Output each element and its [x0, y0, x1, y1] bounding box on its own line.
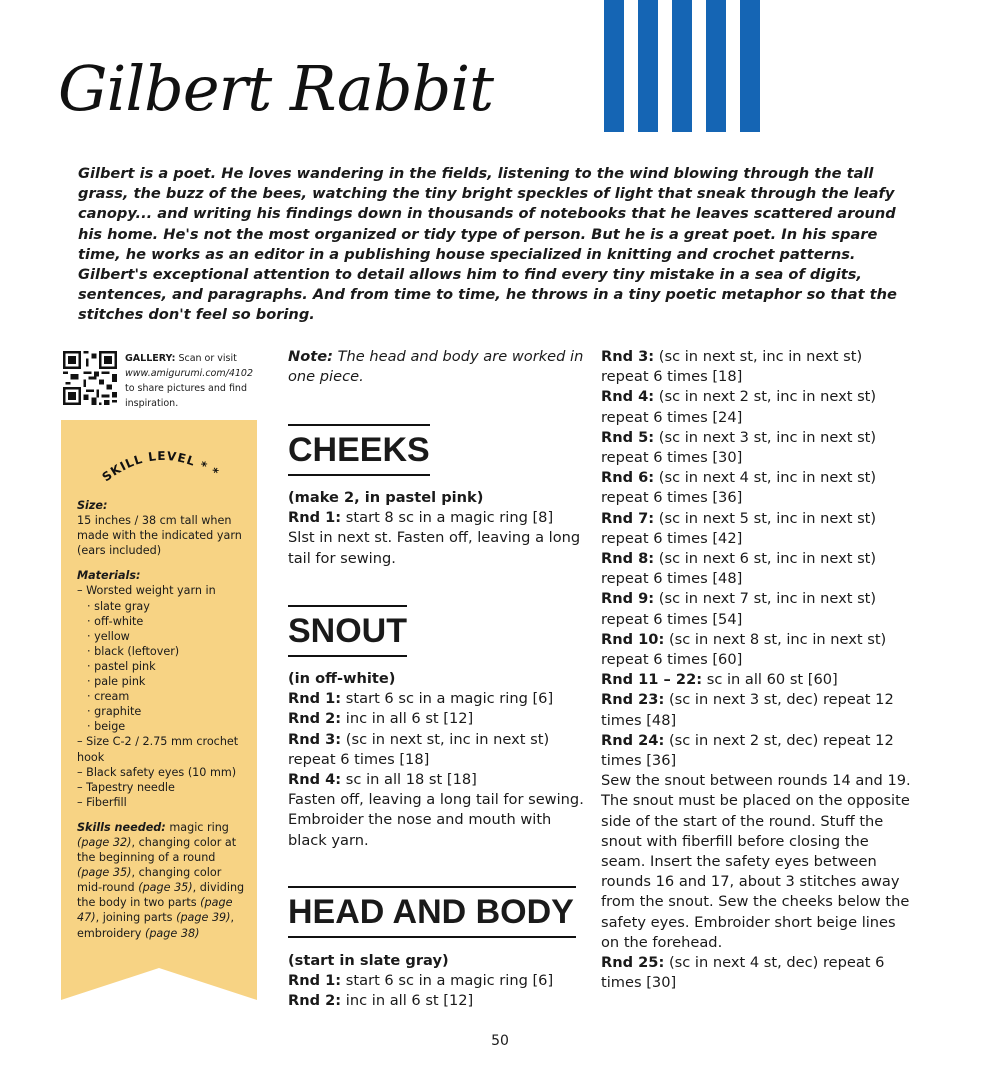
page-title: Gilbert Rabbit: [58, 52, 494, 125]
note-label: Note:: [288, 348, 333, 365]
gallery-link[interactable]: www.amigurumi.com/4102: [125, 368, 253, 379]
round-text: (sc in next 3 st, inc in next st) repeat 6 times [30]: [601, 428, 877, 467]
list-item: · yellow: [87, 629, 130, 643]
round-label: Rnd 4:: [288, 771, 342, 789]
round-text: (sc in next 4 st, inc in next st) repeat 6 times [36]: [601, 469, 877, 507]
round-label: Rnd 1:: [288, 509, 342, 527]
snout-subtitle: (in off-white): [288, 670, 396, 687]
list-item: · pale pink: [87, 675, 146, 689]
rounds-column: [601, 347, 911, 994]
round-text: start 6 sc in a magic ring [6]: [345, 690, 554, 708]
skill-page: (page 35): [138, 881, 193, 895]
round-label: Rnd 3:: [288, 730, 342, 748]
skill-item: changing color at the beginning of a round: [77, 835, 237, 865]
head-body-section-body: [288, 951, 588, 1012]
size-text: 15 inches / 38 cm tall when made with the indicated yarn (ears included): [77, 514, 242, 558]
size-header: Size:: [77, 499, 108, 512]
skills-block: Skills needed: magic ring (page 32), changing color at the beginning of a round (page 35), changing color mid-round (page 35), dividing the body in two parts (page 47), joining parts (page 39), embroidery (page 38): [77, 820, 245, 940]
list-item: · pastel pink: [87, 659, 156, 673]
round-text: (sc in next 5 st, inc in next st) repeat 6 times [42]: [601, 509, 877, 547]
stripe: [672, 0, 692, 132]
round-text: inc in all 6 st [12]: [345, 710, 474, 728]
round-label: Rnd 9:: [601, 590, 655, 608]
cheeks-section-header: [288, 424, 430, 476]
qr-code-icon[interactable]: [63, 351, 117, 405]
round-label: Rnd 2:: [288, 710, 342, 728]
round-label: Rnd 5:: [601, 428, 655, 446]
stripe: [638, 0, 658, 132]
materials-yarn: – Worsted weight yarn in: [77, 584, 216, 598]
round-label: Rnd 8:: [601, 550, 655, 568]
gallery-text-2: to share pictures and find inspiration.: [125, 383, 247, 409]
skill-item: magic ring: [169, 820, 229, 834]
pattern-details: [77, 498, 249, 951]
section-title-snout: SNOUT: [288, 605, 407, 657]
list-item: – Fiberfill: [77, 795, 127, 809]
list-item: · slate gray: [87, 599, 150, 613]
page-number: 50: [491, 1033, 509, 1049]
round-label: Rnd 10:: [601, 630, 665, 648]
intro-paragraph: Gilbert is a poet. He loves wandering in the fields, listening to the wind blowing through the tall grass, the buzz of the bees, watching the tiny bright speckles of light that sneak through the leafy canopy... and writing his findings down in thousands of notebooks that he leaves scattered around his home. He's not the most organized or tidy type of person. But he is a great poet. In his spare time, he works as an editor in a publishing house specialized in knitting and crochet patterns. Gilbert's exceptional attention to detail allows him to find every tiny mistake in a sea of digits, sentences, and paragraphs. And from time to time, he throws in a tiny poetic metaphor so that the stitches don't feel so boring.: [78, 165, 897, 324]
materials-list: [77, 734, 249, 809]
round-label: Rnd 3:: [601, 348, 655, 365]
round-text: (sc in next 2 st, dec) repeat 12 times [36]: [601, 731, 894, 770]
round-label: Rnd 23:: [601, 691, 665, 709]
stripe: [706, 0, 726, 132]
skill-level-label: SKILL LEVEL: [100, 448, 198, 485]
gallery-text: Scan or visit: [178, 353, 237, 364]
round-text: (sc in next 6 st, inc in next st) repeat 6 times [48]: [601, 550, 877, 588]
list-item: · black (leftover): [87, 644, 180, 658]
skill-level-badge: [100, 440, 230, 490]
list-item: · off-white: [87, 614, 144, 628]
skill-item: embroidery: [77, 926, 142, 940]
yarn-colors-list: [77, 599, 249, 735]
materials-header: Materials:: [77, 569, 141, 583]
round-text: (sc in next st, inc in next st) repeat 6 times [18]: [288, 730, 550, 768]
round-text: (sc in next 7 st, inc in next st) repeat 6 times [54]: [601, 590, 877, 628]
round-text: (sc in next 4 st, dec) repeat 6 times [30]: [601, 954, 885, 992]
head-body-section-header: [288, 886, 576, 938]
round-text: sc in all 18 st [18]: [345, 771, 477, 789]
round-text: start 8 sc in a magic ring [8]: [345, 509, 554, 527]
note-text: The head and body are worked in one piece.: [288, 348, 584, 386]
snout-section-header: [288, 605, 407, 657]
skill-page: (page 35): [77, 866, 132, 880]
round-text: (sc in next 2 st, inc in next st) repeat 6 times [24]: [601, 388, 877, 426]
skill-item: joining parts: [102, 911, 173, 925]
round-label: Rnd 11 – 22:: [601, 671, 703, 689]
round-label: Rnd 7:: [601, 509, 655, 527]
snout-text: Fasten off, leaving a long tail for sewing. Embroider the nose and mouth with black yarn.: [288, 791, 584, 849]
note-block: [288, 347, 588, 387]
skill-level-stars: * *: [197, 458, 222, 481]
stripes-decoration: [604, 0, 760, 132]
cheeks-section-body: [288, 488, 588, 569]
stripe: [604, 0, 624, 132]
round-label: Rnd 1:: [288, 690, 342, 708]
skill-item: dividing the body in two parts: [77, 881, 245, 910]
section-title-head-and-body: HEAD AND BODY: [288, 886, 576, 938]
svg-text:SKILL LEVEL * *: [100, 449, 222, 484]
list-item: – Size C-2 / 2.75 mm crochet hook: [77, 735, 239, 764]
list-item: – Black safety eyes (10 mm): [77, 765, 237, 779]
round-label: Rnd 24:: [601, 731, 665, 749]
round-text: (sc in next 8 st, inc in next st) repeat 6 times [60]: [601, 630, 887, 669]
round-label: Rnd 25:: [601, 954, 665, 972]
gallery-label: GALLERY:: [125, 353, 176, 364]
skill-page: (page 32): [77, 835, 132, 849]
materials-block: [77, 568, 249, 810]
section-title-cheeks: CHEEKS: [288, 424, 430, 476]
round-label: Rnd 2:: [288, 992, 342, 1010]
round-text: (sc in next st, inc in next st) repeat 6 times [18]: [601, 348, 863, 386]
round-text: sc in all 60 st [60]: [706, 671, 838, 689]
skill-page: (page 38): [144, 926, 200, 940]
round-text: start 6 sc in a magic ring [6]: [345, 972, 554, 990]
skill-page: (page 39): [176, 911, 231, 925]
round-label: Rnd 6:: [601, 469, 655, 487]
gallery-note: [125, 351, 265, 411]
assembly-text: Sew the snout between rounds 14 and 19. The snout must be placed on the opposite side of the start of the round. Stuff the snout with fiberfill before closing the seam. Insert the safety eyes between rounds 16 and 17, about 3 stitches away from the snout. Sew the cheeks below the safety eyes. Embroider short beige lines on the forehead.: [601, 772, 911, 951]
snout-section-body: [288, 669, 588, 851]
cheeks-subtitle: (make 2, in pastel pink): [288, 489, 484, 506]
list-item: · graphite: [87, 705, 142, 719]
list-item: – Tapestry needle: [77, 780, 175, 794]
head-body-subtitle: (start in slate gray): [288, 952, 449, 969]
round-text: (sc in next 3 st, dec) repeat 12 times [48]: [601, 691, 894, 729]
skills-header: Skills needed:: [77, 820, 166, 834]
round-text: inc in all 6 st [12]: [345, 992, 474, 1010]
list-item: · beige: [87, 720, 126, 734]
stripe: [740, 0, 760, 132]
round-label: Rnd 1:: [288, 972, 342, 990]
cheeks-text: Slst in next st. Fasten off, leaving a long tail for sewing.: [288, 529, 581, 567]
skill-page: (page 47): [77, 896, 233, 925]
round-label: Rnd 4:: [601, 388, 655, 406]
list-item: · cream: [87, 690, 130, 704]
skill-item: changing color mid-round: [77, 866, 222, 895]
size-block: [77, 498, 249, 558]
